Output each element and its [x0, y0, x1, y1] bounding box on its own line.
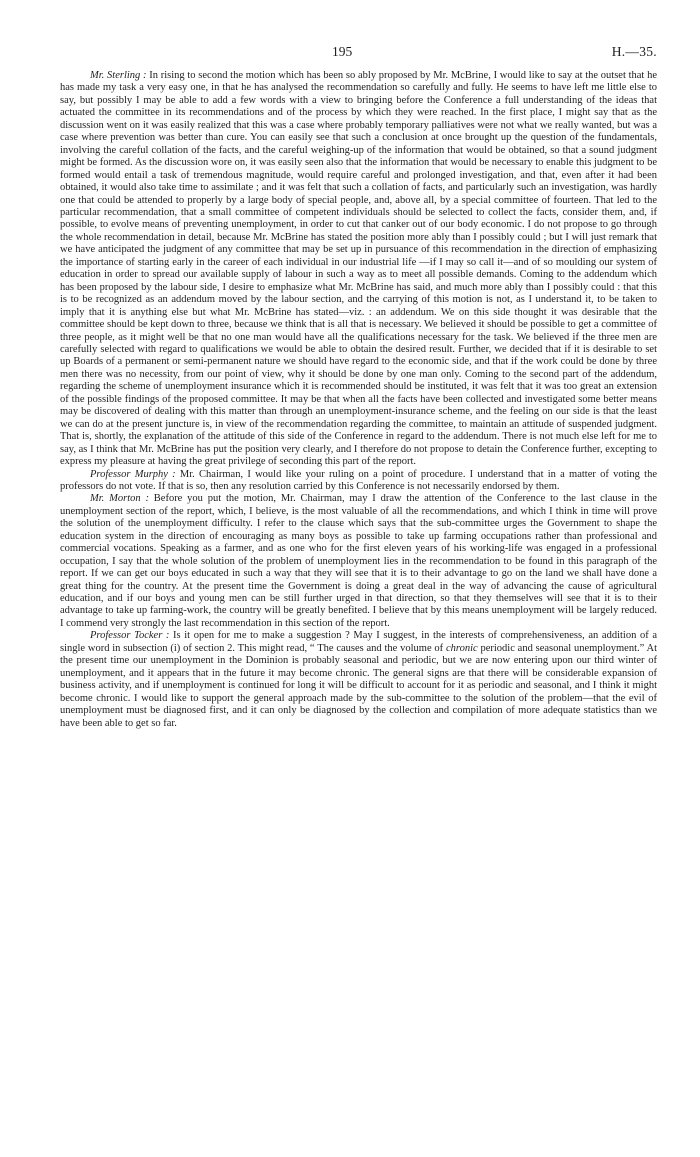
paragraph-text: Mr. Chairman, I would like your ruling on a point of procedure. I understand that in a matter of voting the professors do not vote. If that is so, then any resolution carried by this Conference is not necessarily endorsed by them.: [60, 468, 658, 492]
page-number: 195: [332, 44, 353, 59]
document-body: [60, 70, 657, 730]
paragraph-murphy: [60, 469, 657, 494]
paragraph-text: Is it open for me to make a suggestion ? May I suggest, in the interests of comprehensiveness, an addition of a single word in subsection (i) of section 2. This might read, “ The causes and the volume of: [60, 630, 657, 654]
paragraph-text: In rising to second the motion which has been so ably proposed by Mr. McBrine, I would like to say at the outset that he has made my task a very easy one, in that he has analysed the recommendation so carefully and fully. He seems to have left me little else to say, but possibly I may be able to add a few words with a view to bringing before the Conference a full understanding of the ideas that actuated the committee in its recommendations and of the process by which they were reached. In the first place, I might say that as the discussion went on it was easily realized that this was a case where probably temporary palliatives were not what we really wanted, but was a case where prevention was better than cure. You can easily see that such a conclusion at once brought up the question of the fundamentals, involving the careful collation of the facts, and the careful weighing-up of the information that would be obtained, so that a sound judgment might be formed. As the discussion wore on, it was easily seen also that the information that would be necessary to enable this judgment to be formed would entail a task of tremendous magnitude, would require careful and prolonged investigation, and that, even after it had been obtained, it would also take time to assimilate ; and it was felt that such a collation of facts, and particularly such an investigation, was hardly one that could be attended to properly by a large body of special people, and, above all, by a special committee of fourteen. That led to the particular recommendation, that a small committee of competent individuals should be selected to collect the facts, consider them, and, if possible, to evolve means of preventing unemployment, in order to cut that canker out of our body economic. I do not propose to go through the whole recommendation in detail, because Mr. McBrine has stated the position more ably than I possibly could ; but I will just remark that we have anticipated the judgment of any committee that may be set up in pursuance of this recommendation in the direction of emphasizing the importance of starting early in the career of each individual in our industrial life —if I may so call it—and of so moulding our system of education in order to spread our available supply of labour in such a way as to meet all possible demands. Coming to the addendum which has been proposed by the labour side, I desire to emphasize what Mr. McBrine has said, and much more ably than I possibly could : that this is to be recognized as an addendum moved by the labour section, and the carrying of this motion is not, as I understand it, to be taken to imply that it is anything else but what Mr. McBrine has stated—viz. : an addendum. We on this side thought it was desirable that the committee should be kept down to three, because we think that is all that is necessary. We believed it should be possible to get a committee of three people, as it might well be that no one man would have all the qualifications necessary for the task. We believed if the three men are carefully selected with regard to qualifications we would be able to obtain the desired result. Further, we decided that if it is desirable to set up Boards of a permanent or semi-permanent nature we should have regard to the economic side, and that if the work could be done by three men there was no necessity, from our point of view, why it should be done by one man only. Coming to the second part of the addendum, regarding the scheme of unemployment insurance which it is recommended should be instituted, it was felt that it was too great an extension of the possible findings of the proposed committee. It may be that when all the facts have been collected and investigated some better means may be discovered of dealing with this matter than through an unemployment-insurance scheme, and the feeling on our side is that the least we can do at the present juncture is, in view of the recommendation regarding the committee, to maintain an attitude of suspended judgment. That is, shortly, the explanation of the attitude of this side of the Conference in regard to the addendum. There is not much else left for me to say, as I think that Mr. McBrine has put the position very clearly, and I therefore do not propose to detain the Conference further, excepting to express my pleasure at having the great privilege of seconding this part of the report.: [60, 70, 657, 468]
speaker-name: Professor Murphy :: [90, 468, 176, 480]
paragraph-text: periodic and seasonal unemployment.” At the present time our unemployment in the Dominion is probably seasonal and periodic, but we are now entering upon our third winter of unemployment, and it appears that in the future it may become chronic. The general signs are that there will be considerable expansion of business activity, and if unemployment is continued for long it will be difficult to account for it as periodic and seasonal, and I think it might become chronic. I would like to support the general approach made by the sub-committee to the solution of the problem—that the evil of unemployment must be diagnosed first, and it can only be diagnosed by the collection and compilation of more adequate statistics than we have been able to get so far.: [60, 642, 657, 729]
speaker-name: Professor Tocker :: [90, 630, 170, 642]
document-reference: H.—35.: [611, 44, 657, 59]
page-header: [60, 44, 657, 70]
speaker-name: Mr. Morton :: [90, 493, 149, 505]
speaker-name: Mr. Sterling :: [90, 70, 147, 81]
paragraph-sterling: [60, 70, 657, 469]
paragraph-text: Before you put the motion, Mr. Chairman, may I draw the attention of the Conference to the last clause in the unemployment section of the report, which, I believe, is the most valuable of all the recommendations, and which I think in time will prove the solution of the unemployment difficulty. I refer to the clause which says that the sub-committee urges the Government to shape the education system in the direction of encouraging as many boys as possible to take up farming occupations rather than professional and commercial vocations. Speaking as a farmer, and as one who for the first eleven years of his working-life was engaged in a professional occupation, I say that the whole solution of the problem of unemployment lies in the recommendation to be found in this paragraph of the report. If we can get our boys educated in such a way that they will see that it is to their advantage to go on the land we shall have done a great thing for the country. At the present time the Government is doing a great deal in the way of advancing the cause of agricultural education, and if our boys and young men can be still further urged in that direction, so that they themselves will see that it is to their advantage to take up farming-work, the country will be greatly benefited. I believe that by this means unemployment will be largely reduced. I commend very strongly the last recommendation in this section of the report.: [60, 493, 658, 629]
paragraph-morton: [60, 493, 657, 630]
paragraph-tocker: [60, 630, 657, 730]
emphasized-word: chronic: [445, 642, 478, 654]
